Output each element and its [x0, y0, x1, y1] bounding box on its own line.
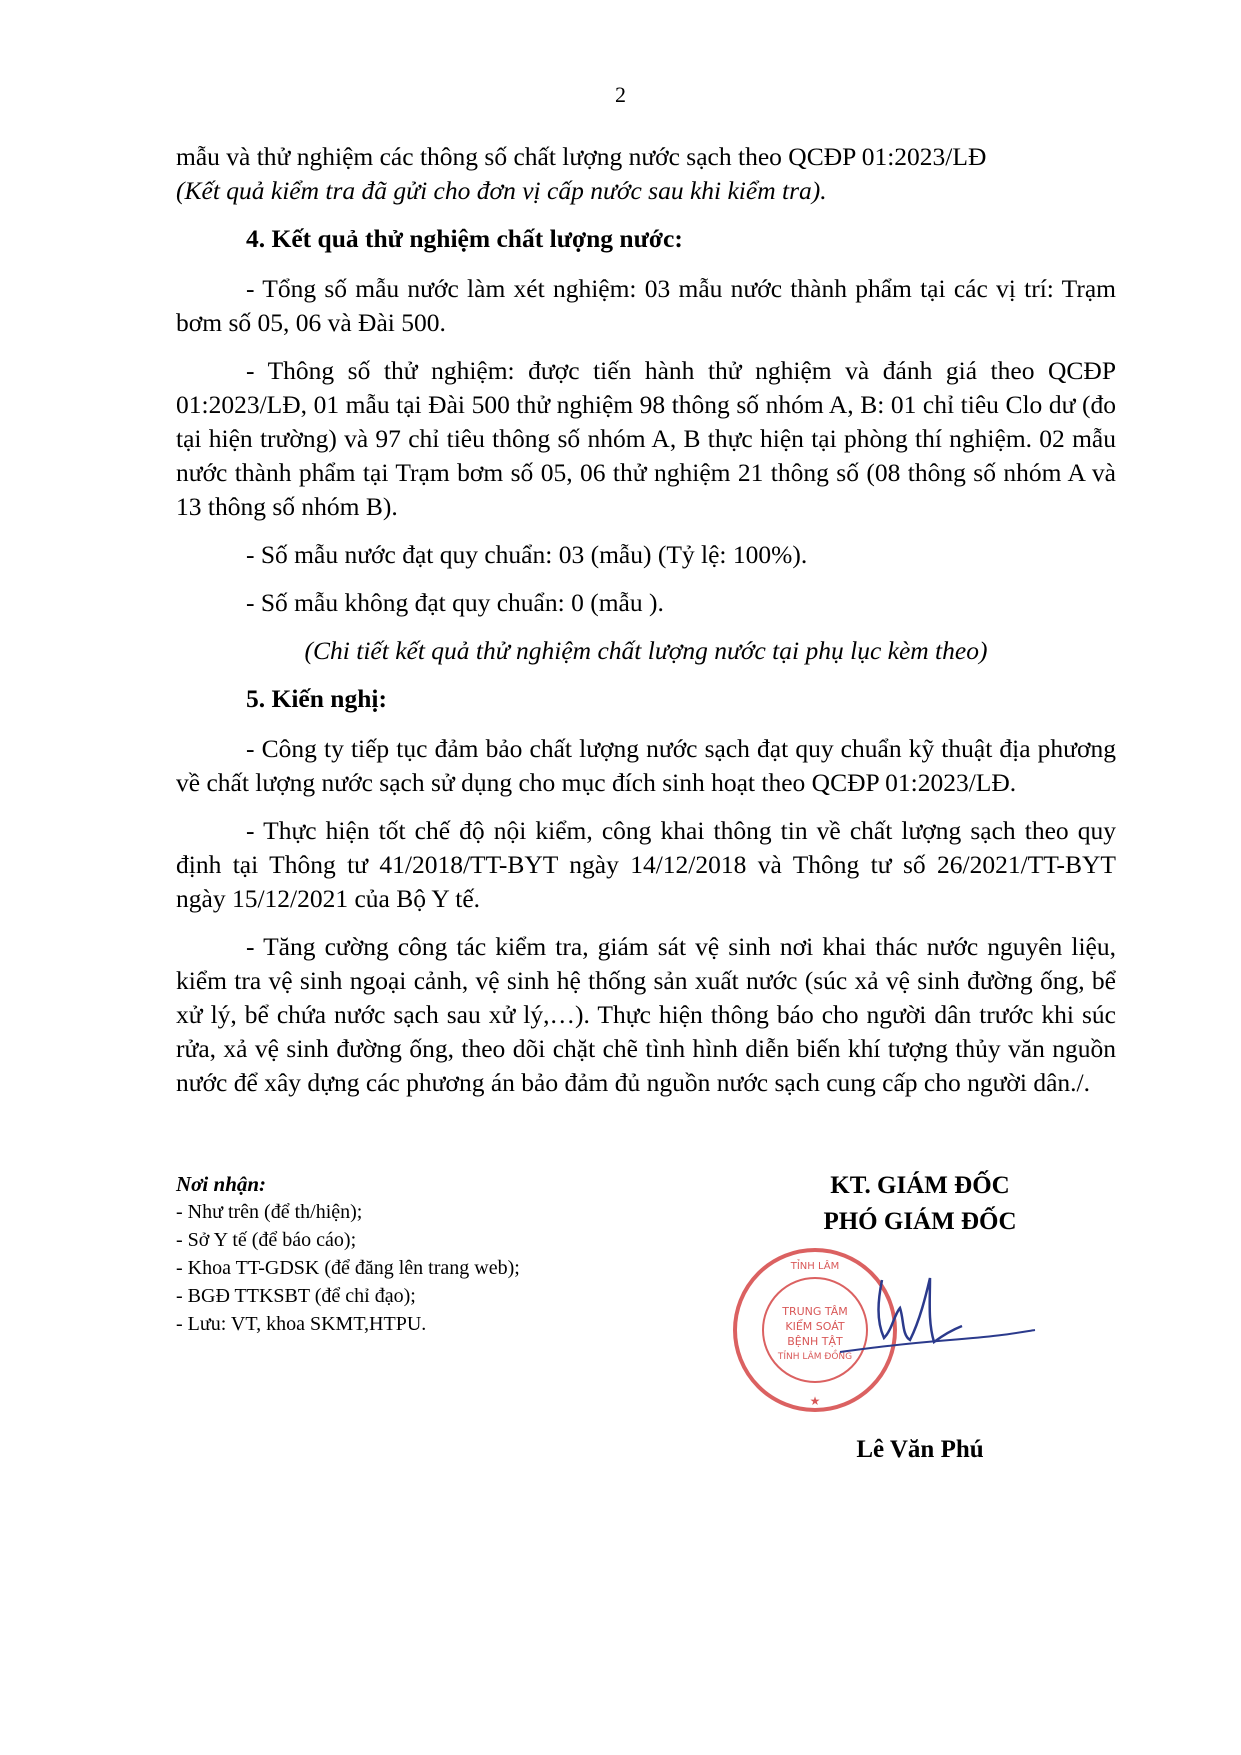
svg-text:★: ★ [809, 1394, 821, 1408]
recipient-item: - Lưu: VT, khoa SKMT,HTPU. [176, 1313, 427, 1335]
paragraph-intro: mẫu và thử nghiệm các thông số chất lượng nước sạch theo QCĐP 01:2023/LĐ [176, 142, 987, 171]
paragraph-recommendation-3: - Tăng cường công tác kiểm tra, giám sát vệ sinh nơi khai thác nước nguyên liệu, kiểm tra vệ sinh ngoại cảnh, vệ sinh hệ thống sản xuất nước (súc xả vệ sinh đường ống, bể xử lý, bể chứa nước sạch sau xử lý,…). Thực hiện thông báo cho người dân trước khi súc rửa, xả vệ sinh đường ống, theo dõi chặt chẽ tình hình diễn biến khí tượng thủy văn nguồn nước để xây dựng các phương án bảo đảm đủ nguồn nước sạch cung cấp cho người dân./. [176, 932, 1116, 1097]
svg-text:TỈNH LÂM ĐỒNG: TỈNH LÂM ĐỒNG [777, 1352, 853, 1362]
document-body [176, 140, 1116, 1114]
signature-title-line1: KT. GIÁM ĐỐC [830, 1172, 1010, 1199]
svg-text:BỆNH TẬT: BỆNH TẬT [787, 1335, 843, 1348]
signer-name: Lê Văn Phú [856, 1436, 984, 1463]
handwritten-signature [830, 1260, 1040, 1370]
recipients-block [176, 1170, 520, 1338]
paragraph-appendix-note: (Chi tiết kết quả thử nghiệm chất lượng nước tại phụ lục kèm theo) [304, 636, 988, 665]
paragraph-recommendation-1: - Công ty tiếp tục đảm bảo chất lượng nước sạch đạt quy chuẩn kỹ thuật địa phương về chất lượng nước sạch sử dụng cho mục đích sinh hoạt theo QCĐP 01:2023/LĐ. [176, 734, 1116, 797]
recipient-item: - Sở Y tế (để báo cáo); [176, 1229, 357, 1251]
paragraph-pass-count: - Số mẫu nước đạt quy chuẩn: 03 (mẫu) (Tỷ lệ: 100%). [246, 540, 808, 569]
svg-text:TỈNH LÂM: TỈNH LÂM [790, 1261, 840, 1272]
heading-recommendations: 5. Kiến nghị: [246, 684, 387, 713]
signature-title-block [760, 1168, 1080, 1240]
recipient-item: - BGĐ TTKSBT (để chỉ đạo); [176, 1285, 416, 1307]
svg-text:TRUNG TÂM: TRUNG TÂM [782, 1305, 848, 1318]
recipient-item: - Như trên (để th/hiện); [176, 1201, 363, 1223]
heading-test-results: 4. Kết quả thử nghiệm chất lượng nước: [246, 224, 683, 253]
paragraph-sample-count: - Tổng số mẫu nước làm xét nghiệm: 03 mẫu nước thành phẩm tại các vị trí: Trạm bơm số 05, 06 và Đài 500. [176, 274, 1116, 337]
page-number: 2 [615, 82, 626, 107]
paragraph-fail-count: - Số mẫu không đạt quy chuẩn: 0 (mẫu ). [246, 588, 664, 617]
paragraph-recommendation-2: - Thực hiện tốt chế độ nội kiểm, công khai thông tin về chất lượng sạch theo quy định tại Thông tư 41/2018/TT-BYT ngày 14/12/2018 và Thông tư số 26/2021/TT-BYT ngày 15/12/2021 của Bộ Y tế. [176, 816, 1116, 913]
signature-title-line2: PHÓ GIÁM ĐỐC [823, 1208, 1017, 1235]
svg-text:KIỂM SOÁT: KIỂM SOÁT [785, 1320, 845, 1333]
paragraph-intro-note: (Kết quả kiểm tra đã gửi cho đơn vị cấp nước sau khi kiểm tra). [176, 176, 827, 205]
paragraph-test-parameters: - Thông số thử nghiệm: được tiến hành thử nghiệm và đánh giá theo QCĐP 01:2023/LĐ, 01 mẫu tại Đài 500 thử nghiệm 98 thông số nhóm A, B: 01 chỉ tiêu Clo dư (đo tại hiện trường) và 97 chỉ tiêu thông số nhóm A, B thực hiện tại phòng thí nghiệm. 02 mẫu nước thành phẩm tại Trạm bơm số 05, 06 thử nghiệm 21 thông số (08 thông số nhóm A và 13 thông số nhóm B). [176, 356, 1116, 521]
recipients-title: Nơi nhận: [176, 1172, 267, 1196]
recipient-item: - Khoa TT-GDSK (để đăng lên trang web); [176, 1257, 520, 1279]
